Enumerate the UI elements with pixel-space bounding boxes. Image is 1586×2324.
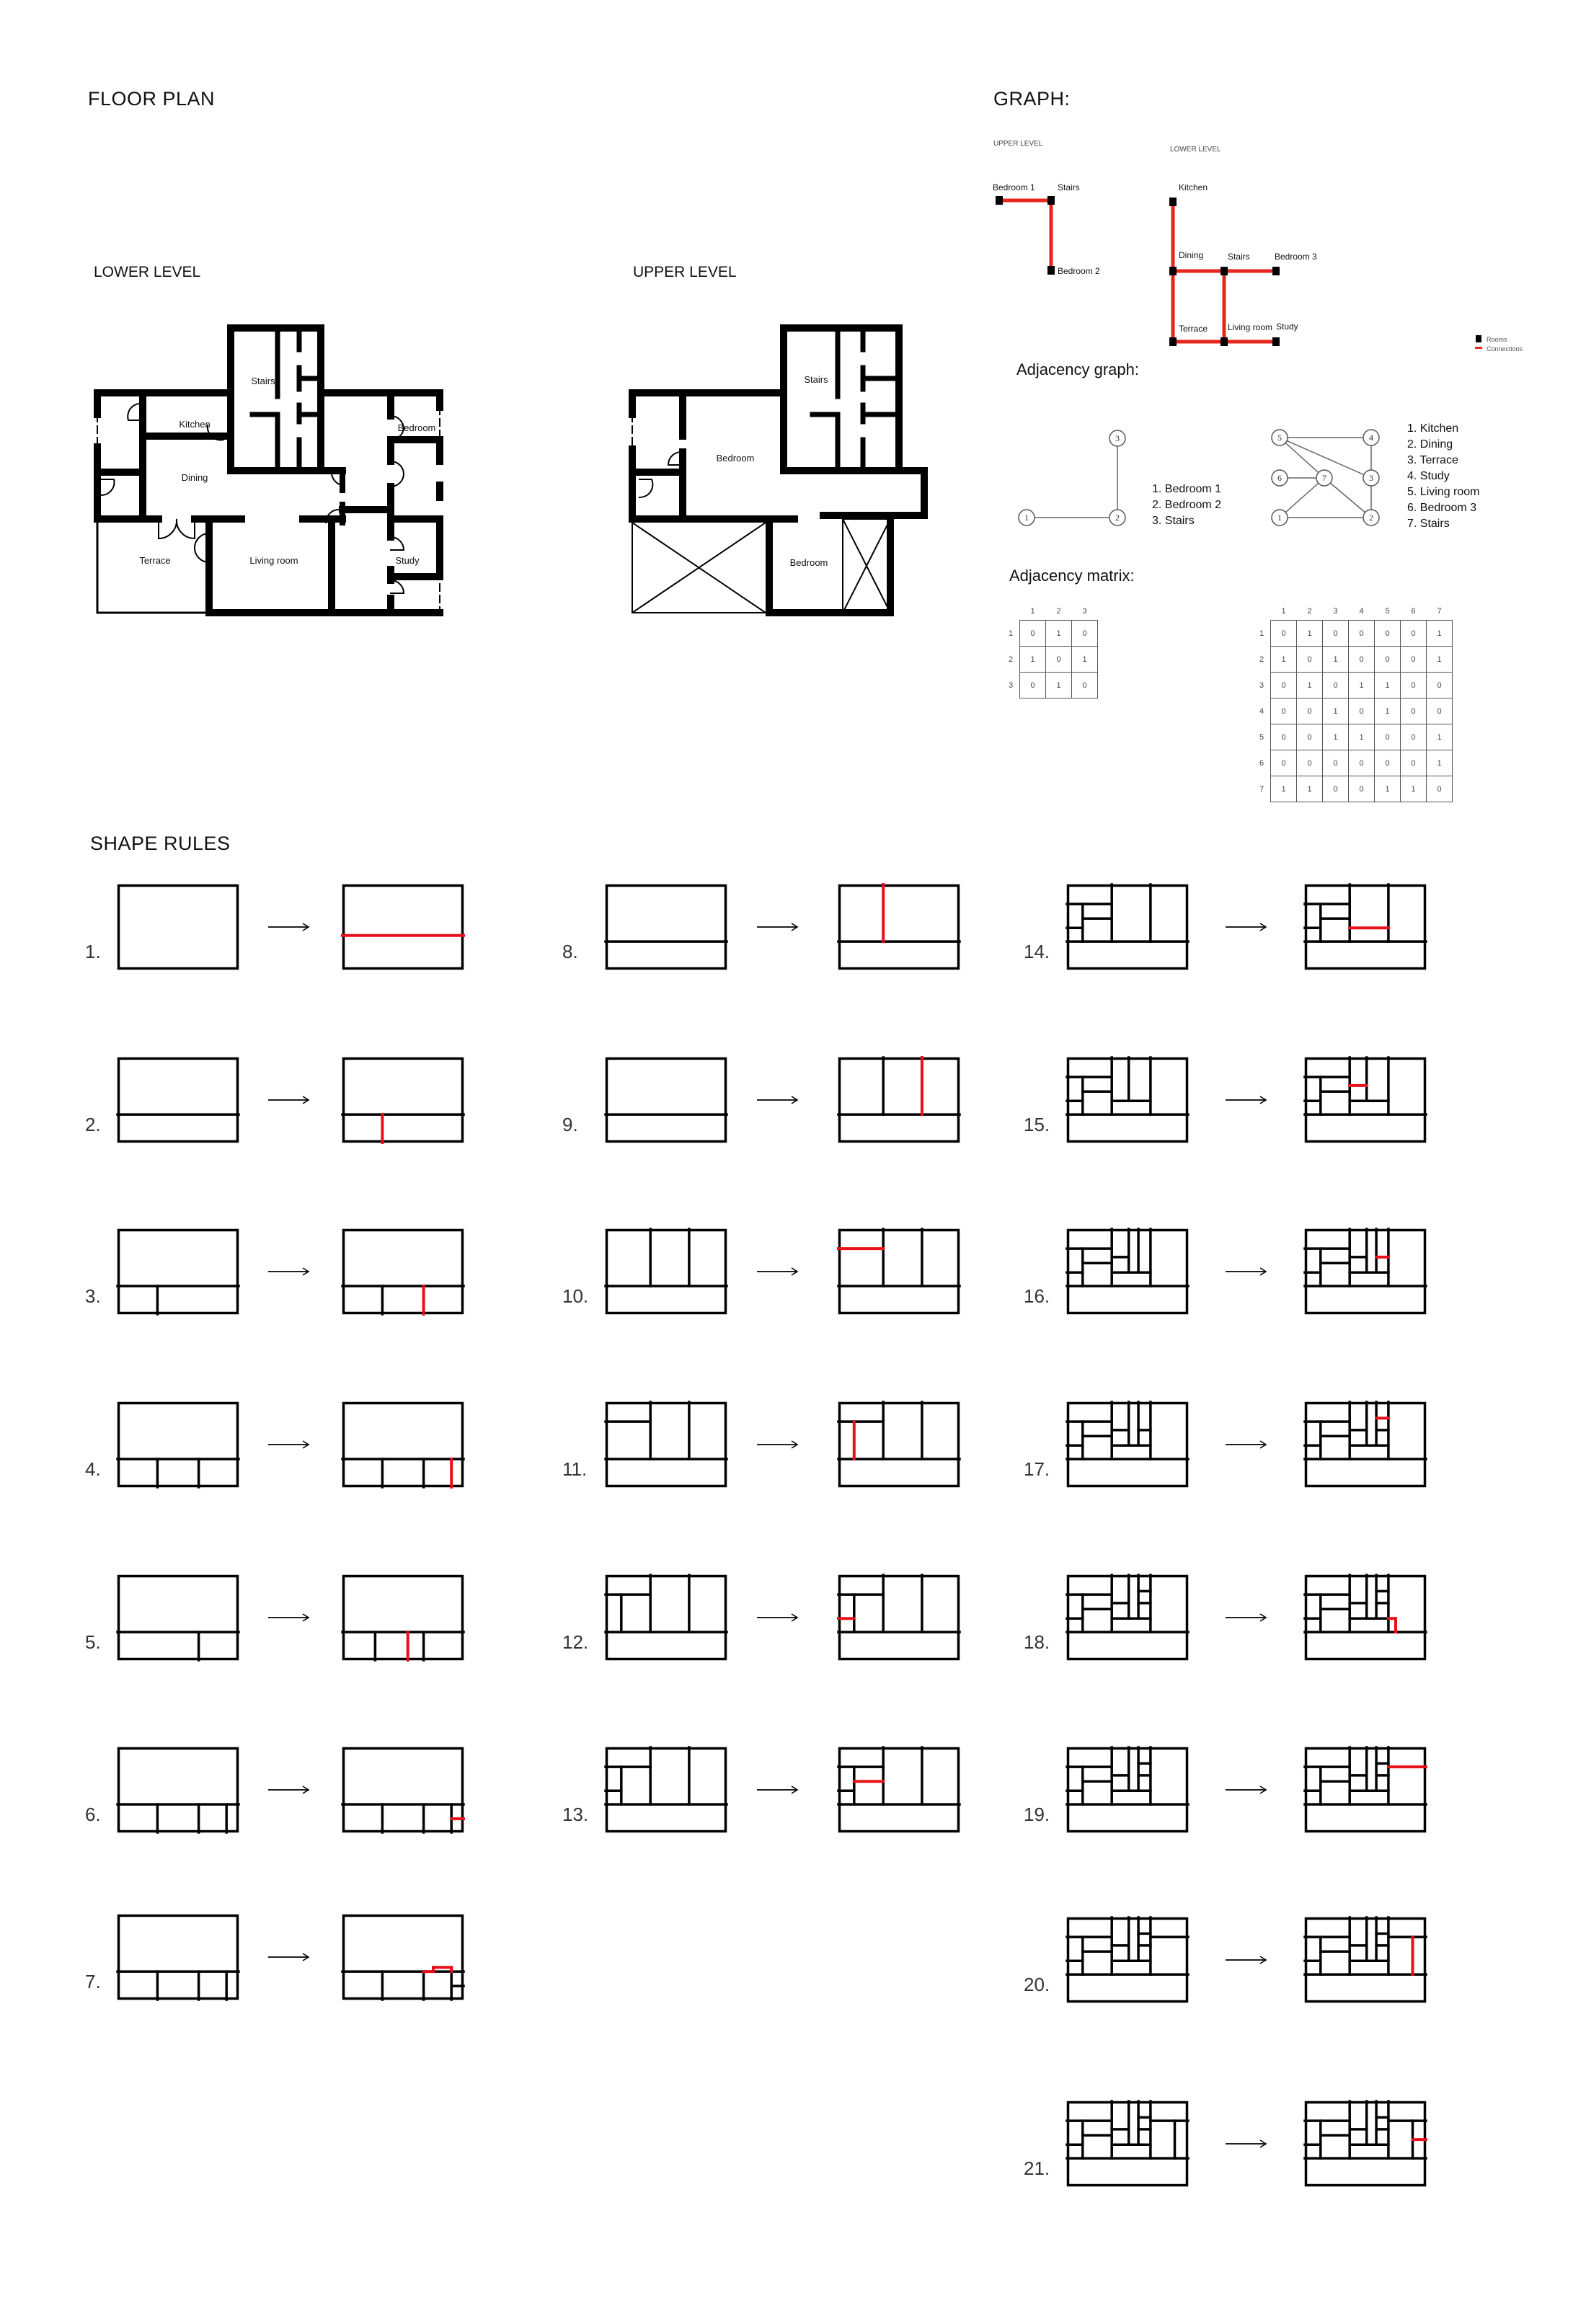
graph-lower-level bbox=[1153, 180, 1543, 353]
matrix-col-header: 1 bbox=[1281, 607, 1286, 616]
rule-number: 13. bbox=[562, 1804, 589, 1825]
matrix-cell: 0 bbox=[1349, 647, 1375, 673]
rule-number: 8. bbox=[562, 941, 578, 962]
legend-item: 3. Terrace bbox=[1407, 454, 1458, 466]
graph-lower-level-title: LOWER LEVEL bbox=[1170, 146, 1221, 154]
upper-level-floor-plan bbox=[629, 321, 946, 616]
rule-after-shape bbox=[1305, 1575, 1426, 1660]
rule-after-shape bbox=[342, 884, 464, 970]
rule-after-shape bbox=[1305, 2101, 1426, 2186]
rule-number: 17. bbox=[1024, 1458, 1050, 1480]
matrix-cell: 0 bbox=[1349, 750, 1375, 776]
svg-text:5: 5 bbox=[1277, 433, 1282, 443]
matrix-cell: 1 bbox=[1297, 621, 1323, 647]
room-label-stairs-upper: Stairs bbox=[804, 374, 828, 385]
graph-heading: GRAPH: bbox=[993, 88, 1071, 110]
matrix-cell: 0 bbox=[1401, 673, 1427, 698]
adjacency-matrix-upper bbox=[1002, 603, 1098, 698]
legend-item: 5. Living room bbox=[1407, 486, 1480, 498]
arrow-icon bbox=[757, 1439, 799, 1450]
rule-before-shape bbox=[606, 1402, 727, 1487]
rule-number: 14. bbox=[1024, 941, 1050, 962]
matrix-cell: 0 bbox=[1271, 673, 1297, 698]
graph-node-bedroom-1: Bedroom 1 bbox=[993, 182, 1035, 192]
rule-before-shape bbox=[118, 1229, 239, 1314]
rule-after-shape bbox=[838, 1575, 960, 1660]
matrix-cell: 0 bbox=[1072, 673, 1098, 698]
matrix-cell: 0 bbox=[1271, 724, 1297, 750]
rule-number: 21. bbox=[1024, 2157, 1050, 2179]
matrix-cell: 1 bbox=[1349, 724, 1375, 750]
adjacency-legend-lower bbox=[1407, 421, 1480, 532]
room-label-bedroom-upper-1: Bedroom bbox=[716, 453, 755, 464]
matrix-cell: 1 bbox=[1020, 647, 1046, 673]
rule-number: 12. bbox=[562, 1631, 589, 1653]
rule-number: 20. bbox=[1024, 1974, 1050, 1995]
matrix-cell: 0 bbox=[1323, 776, 1349, 802]
matrix-cell: 0 bbox=[1427, 698, 1453, 724]
matrix-cell: 1 bbox=[1046, 673, 1072, 698]
legend-item: 4. Study bbox=[1407, 470, 1450, 482]
arrow-icon bbox=[757, 1784, 799, 1796]
rule-number: 7. bbox=[85, 1971, 101, 1992]
matrix-col-header: 3 bbox=[1333, 607, 1338, 616]
upper-level-heading: UPPER LEVEL bbox=[633, 264, 737, 280]
matrix-col-header: 2 bbox=[1307, 607, 1312, 616]
svg-text:1: 1 bbox=[1024, 513, 1029, 523]
matrix-row-header: 2 bbox=[1259, 655, 1264, 664]
matrix-cell: 0 bbox=[1401, 647, 1427, 673]
graph-node-dining: Dining bbox=[1179, 250, 1204, 260]
adjacency-matrix-heading: Adjacency matrix: bbox=[1009, 567, 1135, 585]
graph-node-kitchen: Kitchen bbox=[1179, 182, 1208, 192]
matrix-cell: 1 bbox=[1427, 647, 1453, 673]
svg-text:4: 4 bbox=[1369, 433, 1373, 443]
matrix-row-header: 3 bbox=[1259, 680, 1264, 690]
arrow-icon bbox=[757, 1612, 799, 1623]
rule-after-shape bbox=[342, 1747, 464, 1832]
matrix-col-header: 7 bbox=[1437, 607, 1442, 616]
arrow-icon bbox=[268, 1094, 310, 1106]
arrow-icon bbox=[1226, 1612, 1267, 1623]
svg-text:1: 1 bbox=[1277, 513, 1282, 523]
graph-node-study: Study bbox=[1276, 321, 1298, 332]
matrix-cell: 1 bbox=[1297, 776, 1323, 802]
rule-after-shape bbox=[1305, 1917, 1426, 2003]
floor-plan-heading: FLOOR PLAN bbox=[88, 88, 216, 110]
matrix-cell: 0 bbox=[1323, 621, 1349, 647]
rule-before-shape bbox=[1067, 1402, 1188, 1487]
matrix-row-header: 4 bbox=[1259, 706, 1264, 716]
room-label-terrace: Terrace bbox=[139, 555, 171, 566]
matrix-cell: 1 bbox=[1323, 698, 1349, 724]
arrow-icon bbox=[1226, 1266, 1267, 1277]
matrix-cell: 1 bbox=[1427, 621, 1453, 647]
legend-item: 1. Bedroom 1 bbox=[1152, 483, 1222, 495]
rule-after-shape bbox=[1305, 1229, 1426, 1314]
rule-before-shape bbox=[1067, 1747, 1188, 1832]
rule-before-shape bbox=[118, 1402, 239, 1487]
graph-upper-level bbox=[988, 180, 1175, 281]
room-label-kitchen: Kitchen bbox=[179, 419, 211, 430]
room-label-bedroom-upper-2: Bedroom bbox=[789, 557, 828, 568]
rule-number: 9. bbox=[562, 1114, 578, 1135]
matrix-cell: 0 bbox=[1427, 673, 1453, 698]
arrow-icon bbox=[757, 1266, 799, 1277]
rule-number: 3. bbox=[85, 1285, 101, 1307]
matrix-cell: 1 bbox=[1375, 673, 1401, 698]
matrix-cell: 0 bbox=[1349, 776, 1375, 802]
arrow-icon bbox=[1226, 2138, 1267, 2150]
rule-before-shape bbox=[606, 1747, 727, 1832]
matrix-row-header: 1 bbox=[1008, 629, 1014, 638]
matrix-cell: 1 bbox=[1072, 647, 1098, 673]
rule-before-shape bbox=[606, 1229, 727, 1314]
matrix-col-header: 5 bbox=[1385, 607, 1390, 616]
graph-node-bedroom-3: Bedroom 3 bbox=[1275, 252, 1317, 262]
lower-level-floor-plan bbox=[94, 321, 512, 616]
rule-number: 5. bbox=[85, 1631, 101, 1653]
graph-node-bedroom-2: Bedroom 2 bbox=[1058, 266, 1100, 276]
matrix-cell: 0 bbox=[1271, 698, 1297, 724]
matrix-col-header: 2 bbox=[1056, 607, 1061, 616]
matrix-cell: 0 bbox=[1349, 621, 1375, 647]
matrix-cell: 0 bbox=[1375, 621, 1401, 647]
adjacency-graph-lower bbox=[1254, 422, 1384, 530]
rule-number: 1. bbox=[85, 941, 101, 962]
graph-node-stairs-lower: Stairs bbox=[1228, 252, 1250, 262]
shape-rules-heading: SHAPE RULES bbox=[90, 833, 231, 854]
matrix-col-header: 1 bbox=[1030, 607, 1035, 616]
room-label-dining: Dining bbox=[181, 472, 208, 483]
rule-before-shape bbox=[118, 1057, 239, 1143]
matrix-cell: 0 bbox=[1297, 647, 1323, 673]
rule-number: 16. bbox=[1024, 1285, 1050, 1307]
matrix-cell: 0 bbox=[1297, 698, 1323, 724]
svg-text:3: 3 bbox=[1115, 433, 1120, 443]
graph-upper-level-title: UPPER LEVEL bbox=[993, 140, 1043, 148]
arrow-icon bbox=[268, 1951, 310, 1963]
graph-node-living-room: Living room bbox=[1228, 322, 1273, 332]
rule-after-shape bbox=[342, 1915, 464, 2000]
matrix-cell: 0 bbox=[1297, 724, 1323, 750]
rule-after-shape bbox=[342, 1057, 464, 1143]
matrix-cell: 0 bbox=[1323, 673, 1349, 698]
matrix-row-header: 1 bbox=[1259, 629, 1264, 638]
rule-before-shape bbox=[606, 1575, 727, 1660]
matrix-cell: 0 bbox=[1349, 698, 1375, 724]
rule-before-shape bbox=[1067, 1917, 1188, 2003]
arrow-icon bbox=[268, 1266, 310, 1277]
svg-text:2: 2 bbox=[1369, 513, 1373, 523]
rule-number: 19. bbox=[1024, 1804, 1050, 1825]
matrix-cell: 0 bbox=[1020, 673, 1046, 698]
rule-after-shape bbox=[1305, 1402, 1426, 1487]
adjacency-matrix-lower bbox=[1253, 603, 1453, 802]
legend-rooms: Rooms bbox=[1487, 336, 1507, 343]
arrow-icon bbox=[757, 921, 799, 933]
matrix-cell: 0 bbox=[1375, 750, 1401, 776]
rule-before-shape bbox=[1067, 2101, 1188, 2186]
rule-before-shape bbox=[118, 1575, 239, 1660]
matrix-cell: 0 bbox=[1046, 647, 1072, 673]
room-label-study: Study bbox=[395, 555, 420, 566]
arrow-icon bbox=[757, 1094, 799, 1106]
rule-number: 4. bbox=[85, 1458, 101, 1480]
matrix-cell: 1 bbox=[1297, 673, 1323, 698]
matrix-cell: 1 bbox=[1427, 724, 1453, 750]
rule-number: 18. bbox=[1024, 1631, 1050, 1653]
matrix-cell: 0 bbox=[1401, 621, 1427, 647]
adjacency-graph-heading: Adjacency graph: bbox=[1016, 360, 1139, 378]
rule-number: 6. bbox=[85, 1804, 101, 1825]
matrix-cell: 0 bbox=[1271, 621, 1297, 647]
matrix-col-header: 3 bbox=[1082, 607, 1087, 616]
arrow-icon bbox=[1226, 1094, 1267, 1106]
matrix-cell: 0 bbox=[1401, 750, 1427, 776]
matrix-cell: 0 bbox=[1375, 724, 1401, 750]
rule-before-shape bbox=[1067, 1575, 1188, 1660]
rule-number: 15. bbox=[1024, 1114, 1050, 1135]
legend-item: 2. Bedroom 2 bbox=[1152, 499, 1222, 511]
matrix-cell: 1 bbox=[1349, 673, 1375, 698]
legend-connections: Connections bbox=[1487, 345, 1523, 352]
rule-before-shape bbox=[606, 1057, 727, 1143]
rule-after-shape bbox=[342, 1402, 464, 1487]
room-label-living-room: Living room bbox=[249, 555, 298, 566]
matrix-cell: 1 bbox=[1271, 776, 1297, 802]
matrix-cell: 0 bbox=[1401, 724, 1427, 750]
matrix-cell: 0 bbox=[1401, 698, 1427, 724]
arrow-icon bbox=[1226, 1954, 1267, 1966]
svg-text:3: 3 bbox=[1369, 473, 1373, 483]
room-label-bedroom: Bedroom bbox=[397, 422, 436, 433]
rule-after-shape bbox=[838, 1747, 960, 1832]
legend-item: 3. Stairs bbox=[1152, 515, 1195, 527]
rule-before-shape bbox=[118, 884, 239, 970]
room-label-stairs: Stairs bbox=[251, 376, 275, 386]
graph-node-stairs: Stairs bbox=[1058, 182, 1080, 192]
svg-text:7: 7 bbox=[1322, 473, 1326, 483]
matrix-row-header: 5 bbox=[1259, 732, 1264, 742]
rule-before-shape bbox=[1067, 1057, 1188, 1143]
rule-before-shape bbox=[118, 1915, 239, 2000]
matrix-cell: 0 bbox=[1323, 750, 1349, 776]
arrow-icon bbox=[268, 1439, 310, 1450]
arrow-icon bbox=[268, 1784, 310, 1796]
adjacency-graph-upper bbox=[1009, 422, 1139, 530]
legend-item: 1. Kitchen bbox=[1407, 422, 1459, 435]
rule-after-shape bbox=[1305, 1747, 1426, 1832]
matrix-cell: 0 bbox=[1297, 750, 1323, 776]
matrix-cell: 0 bbox=[1271, 750, 1297, 776]
rule-number: 2. bbox=[85, 1114, 101, 1135]
rule-after-shape bbox=[342, 1229, 464, 1314]
graph-node-terrace: Terrace bbox=[1179, 324, 1208, 334]
rule-after-shape bbox=[838, 884, 960, 970]
svg-text:6: 6 bbox=[1277, 473, 1282, 483]
matrix-row-header: 7 bbox=[1259, 784, 1264, 794]
matrix-cell: 1 bbox=[1323, 647, 1349, 673]
legend-item: 7. Stairs bbox=[1407, 518, 1450, 530]
matrix-cell: 1 bbox=[1401, 776, 1427, 802]
matrix-cell: 1 bbox=[1323, 724, 1349, 750]
rule-after-shape bbox=[342, 1575, 464, 1660]
arrow-icon bbox=[268, 1612, 310, 1623]
rule-after-shape bbox=[838, 1229, 960, 1314]
rule-before-shape bbox=[606, 884, 727, 970]
matrix-row-header: 2 bbox=[1008, 655, 1014, 664]
arrow-icon bbox=[1226, 1784, 1267, 1796]
matrix-row-header: 3 bbox=[1008, 680, 1014, 690]
arrow-icon bbox=[1226, 1439, 1267, 1450]
rule-before-shape bbox=[118, 1747, 239, 1832]
matrix-cell: 1 bbox=[1271, 647, 1297, 673]
rule-after-shape bbox=[1305, 1057, 1426, 1143]
lower-level-heading: LOWER LEVEL bbox=[94, 264, 201, 280]
arrow-icon bbox=[268, 921, 310, 933]
matrix-cell: 1 bbox=[1375, 776, 1401, 802]
legend-item: 6. Bedroom 3 bbox=[1407, 502, 1477, 514]
legend-item: 2. Dining bbox=[1407, 438, 1453, 451]
matrix-cell: 0 bbox=[1020, 621, 1046, 647]
rule-number: 11. bbox=[562, 1458, 588, 1480]
rule-after-shape bbox=[838, 1402, 960, 1487]
matrix-cell: 0 bbox=[1427, 776, 1453, 802]
rule-after-shape bbox=[1305, 884, 1426, 970]
rule-number: 10. bbox=[562, 1285, 589, 1307]
rule-before-shape bbox=[1067, 884, 1188, 970]
matrix-cell: 1 bbox=[1046, 621, 1072, 647]
matrix-col-header: 4 bbox=[1359, 607, 1364, 616]
matrix-cell: 0 bbox=[1072, 621, 1098, 647]
adjacency-legend-upper bbox=[1152, 482, 1221, 529]
matrix-row-header: 6 bbox=[1259, 758, 1264, 768]
arrow-icon bbox=[1226, 921, 1267, 933]
rule-before-shape bbox=[1067, 1229, 1188, 1314]
matrix-cell: 0 bbox=[1375, 647, 1401, 673]
rule-after-shape bbox=[838, 1057, 960, 1143]
matrix-cell: 1 bbox=[1375, 698, 1401, 724]
matrix-col-header: 6 bbox=[1411, 607, 1416, 616]
matrix-cell: 1 bbox=[1427, 750, 1453, 776]
svg-text:2: 2 bbox=[1115, 513, 1120, 523]
